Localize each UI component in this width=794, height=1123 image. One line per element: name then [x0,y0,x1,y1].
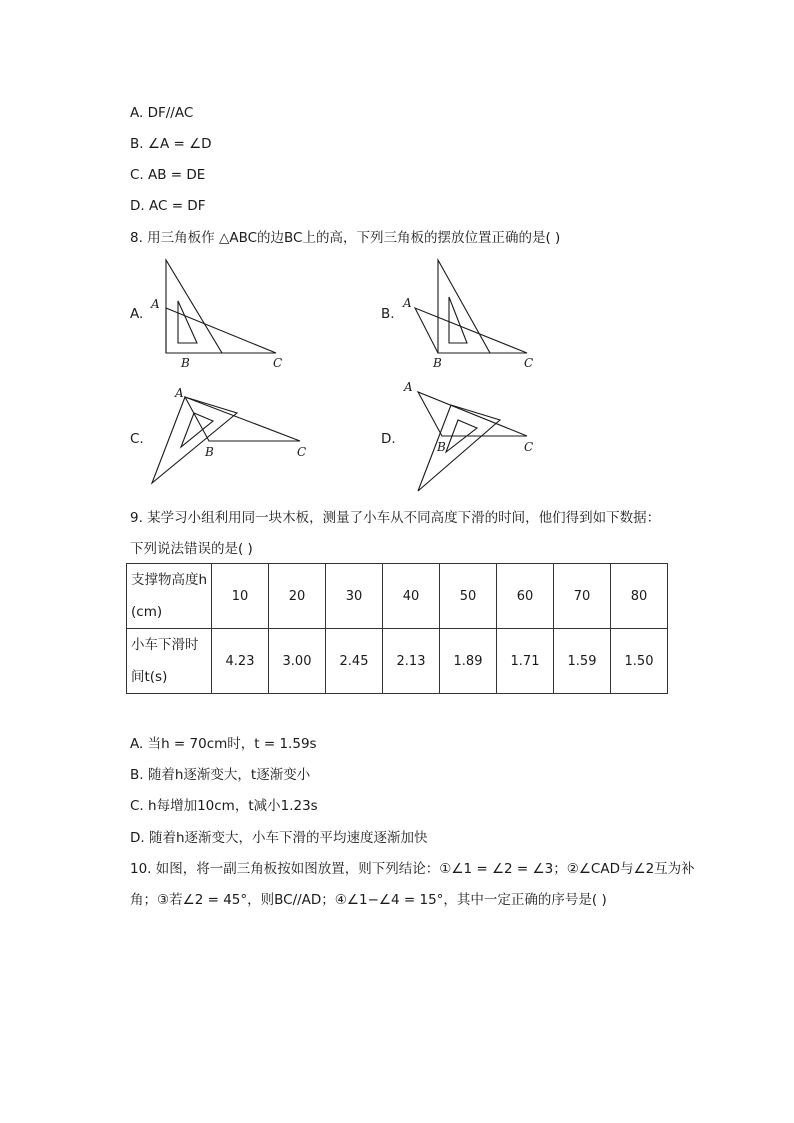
q8-figure-b [402,260,533,370]
q9-option-a: A. 当h = 70cm时，t = 1.59s [130,736,317,752]
time-cell: 1.59 [554,629,611,694]
point-b-label: B [437,440,446,454]
q7-option-d: D. AC = DF [130,198,206,214]
row-head-height [127,564,212,629]
row-head-height-line1: 支撑物高度h [131,572,208,588]
q7-option-a: A. DF//AC [130,105,194,121]
set-square-outer-a [166,260,222,353]
triangle-abc-c [185,397,300,441]
row-head-time [127,629,212,694]
q9-option-d: D. 随着h逐渐变大，小车下滑的平均速度逐渐加快 [130,830,428,846]
set-square-outer-d [418,405,500,491]
triangle-abc-d [418,392,527,436]
set-square-outer-b [438,260,490,353]
height-cell: 80 [611,564,668,629]
time-cell: 1.89 [440,629,497,694]
q8-option-d-label: D. [381,431,396,447]
q8-figure-d [403,380,533,491]
row-head-time-line2: 间t(s) [131,669,168,685]
height-cell: 10 [212,564,269,629]
point-c-label: C [524,440,534,454]
point-b-label: B [433,356,442,370]
triangle-abc-a [166,308,276,353]
q9-stem: 9. 某学习小组利用同一块木板，测量了小车从不同高度下滑的时间，他们得到如下数据： [130,510,661,526]
table-row-height [127,564,668,629]
q7-option-c: C. AB = DE [130,167,206,183]
point-a-label: A [175,386,184,400]
height-cell: 50 [440,564,497,629]
q8-option-c-label: C. [130,431,144,447]
row-head-time-line1: 小车下滑时 [131,637,199,653]
q8-option-a-label: A. [130,306,144,322]
point-c-label: C [297,445,307,459]
q9-data-table [126,563,668,694]
time-cell: 2.45 [326,629,383,694]
point-a-label: A [404,380,413,394]
height-cell: 20 [269,564,326,629]
row-head-height-line2: (cm) [131,604,163,620]
q8-option-b-label: B. [381,306,395,322]
q7-option-b: B. ∠A = ∠D [130,136,212,152]
height-cell: 70 [554,564,611,629]
q8-stem: 8. 用三角板作 △ABC的边BC上的高，下列三角板的摆放位置正确的是( ) [130,230,561,246]
time-cell: 1.50 [611,629,668,694]
time-cell: 2.13 [383,629,440,694]
triangle-abc-b [415,308,527,353]
point-a-label: A [151,297,160,311]
set-square-outer-c [152,397,237,483]
set-square-inner-b [449,297,467,343]
time-cell: 4.23 [212,629,269,694]
time-cell: 1.71 [497,629,554,694]
q9-option-b: B. 随着h逐渐变大，t逐渐变小 [130,767,311,783]
point-c-label: C [524,356,534,370]
point-b-label: B [181,356,190,370]
q9-stem-2: 下列说法错误的是( ) [130,541,253,557]
point-b-label: B [205,445,214,459]
height-cell: 30 [326,564,383,629]
q9-option-c: C. h每增加10cm，t减小1.23s [130,798,318,814]
height-cell: 60 [497,564,554,629]
q8-figure-c [152,386,306,483]
point-c-label: C [273,356,283,370]
height-cell: 40 [383,564,440,629]
point-a-label: A [403,296,412,310]
q10-stem-line1: 10. 如图，将一副三角板按如图放置，则下列结论：①∠1 = ∠2 = ∠3；②∠CAD与∠2互为补 [130,861,695,877]
q8-figure-a [150,260,282,370]
q10-stem-line2: 角；③若∠2 = 45°，则BC//AD；④∠1−∠4 = 15°，其中一定正确的序号是( ) [130,892,607,908]
table-row-time [127,629,668,694]
time-cell: 3.00 [269,629,326,694]
